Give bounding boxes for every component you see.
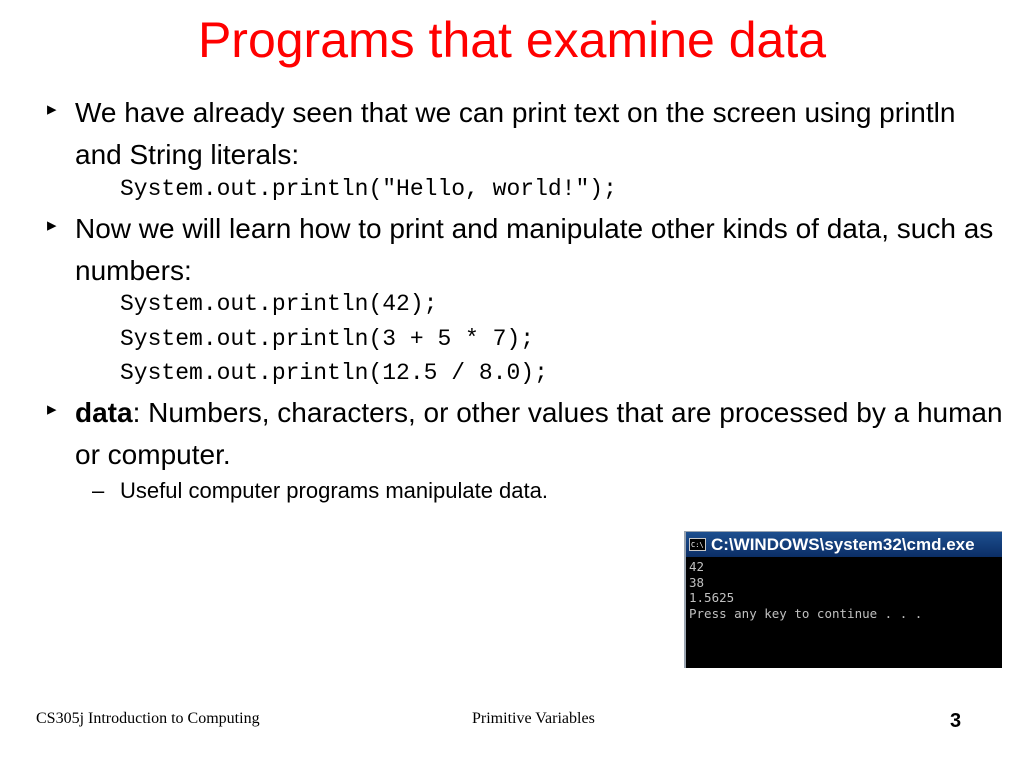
footer-course: CS305j Introduction to Computing [36,710,260,727]
bullet-arrow-icon: ▸ [47,99,57,120]
bullet-arrow-icon: ▸ [47,399,57,420]
data-definition: : Numbers, characters, or other values that are processed by a human or computer. [75,397,1003,470]
sub-bullet-text: Useful computer programs manipulate data. [120,478,548,503]
console-line: 42 [689,559,705,574]
slide-title: Programs that examine data [197,12,827,68]
data-term: data [75,397,133,428]
page-number: 3 [950,710,962,732]
bullet-2-text: Now we will learn how to print and manipulate other kinds of data, such as numbers: [75,213,994,286]
console-line: 38 [689,574,705,590]
dash-icon: – [92,478,105,503]
code-line-42: System.out.println(42); [120,291,438,317]
bullet-3-text [75,392,1005,476]
console-line: 1.5625 [689,590,735,605]
cmd-icon: C:\ [689,538,706,551]
code-line-division: System.out.println(12.5 / 8.0); [120,360,548,386]
console-title: C:\WINDOWS\system32\cmd.exe [711,534,975,554]
code-line-hello: System.out.println("Hello, world!"); [120,176,617,202]
console-output [686,557,1002,623]
footer-topic: Primitive Variables [472,710,595,727]
sub-bullet [92,476,548,506]
console-line: Press any key to continue . . . [689,605,923,621]
bullet-arrow-icon: ▸ [47,215,57,236]
code-line-expr: System.out.println(3 + 5 * 7); [120,326,535,352]
console-window-screenshot [684,531,1002,668]
console-titlebar [686,532,1002,557]
bullet-1-text: We have already seen that we can print text on the screen using println and String literals: [75,97,956,170]
